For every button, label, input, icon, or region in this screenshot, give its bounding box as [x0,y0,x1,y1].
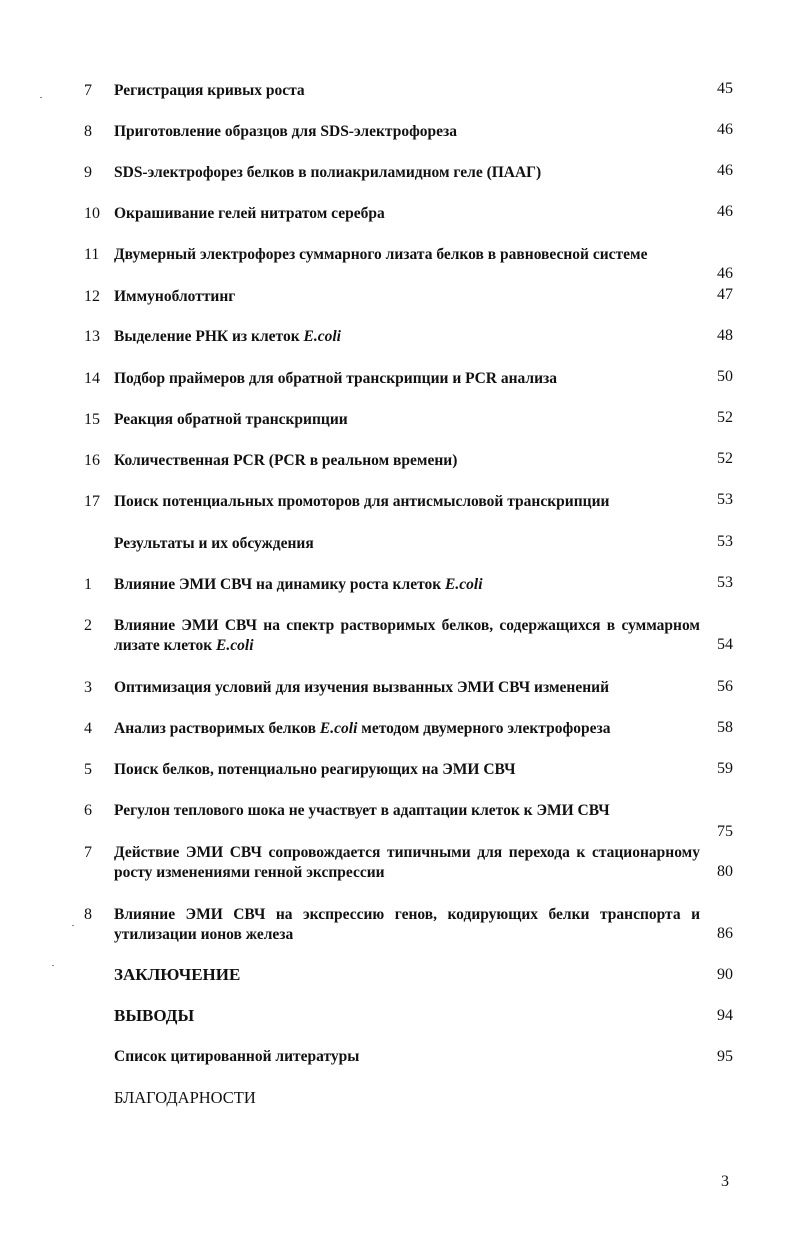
toc-entry-title: Оптимизация условий для изучения вызванных ЭМИ СВЧ изменений [114,679,610,696]
toc-entry-number: 4 [84,720,92,737]
scan-speck [52,965,54,966]
toc-entry-title: SDS-электрофорез белков в полиакриламидном геле (ПААГ) [114,164,542,181]
toc-entry-number: 17 [84,493,100,510]
toc-entry-page: 53 [717,533,733,550]
toc-entry-number: 8 [84,123,92,140]
toc-entry-title: Влияние ЭМИ СВЧ на динамику роста клеток E.coli [114,576,483,593]
references-heading: Список цитированной литературы [114,1048,360,1065]
toc-entry-page: 52 [717,450,733,467]
toc-entry-page: 95 [717,1048,733,1065]
toc-entry-page: 46 [717,121,733,138]
toc-entry-title: Влияние ЭМИ СВЧ на экспрессию генов, кодирующих белки транспорта и утилизации ионов железа [114,906,700,943]
toc-entry-title: Количественная PCR (PCR в реальном времени) [114,452,458,469]
toc-entry-page: 46 [717,203,733,220]
toc-entry-title: Двумерный электрофорез суммарного лизата белков в равновесной системе [114,246,648,263]
toc-entry-title: Поиск потенциальных промоторов для антисмысловой транскрипции [114,493,610,510]
toc-entry-number: 11 [84,246,100,263]
toc-entry-page: 54 [717,636,733,653]
toc-entry-number: 12 [84,288,100,305]
toc-entry-title: Регистрация кривых роста [114,82,305,99]
toc-entry-title: Поиск белков, потенциально реагирующих на ЭМИ СВЧ [114,761,516,778]
toc-entry-page: 47 [717,286,733,303]
toc-entry-number: 7 [84,82,92,99]
toc-entry-title: Действие ЭМИ СВЧ сопровождается типичными для перехода к стационарному росту изменениями генной экспрессии [114,844,700,881]
toc-entry-title: Влияние ЭМИ СВЧ на спектр растворимых белков, содержащихся в суммарном лизате клеток E.coli [114,617,700,654]
toc-entry-number: 10 [84,205,100,222]
toc-entry-page: 48 [717,327,733,344]
toc-entry-page: 90 [717,966,733,983]
toc-entry-number: 13 [84,328,100,345]
toc-entry-title: Окрашивание гелей нитратом серебра [114,205,385,222]
toc-entry-number: 14 [84,370,100,387]
toc-entry-number: 6 [84,802,92,819]
toc-entry-number: 9 [84,164,92,181]
toc-entry-page: 94 [717,1007,733,1024]
toc-entry-page: 53 [717,491,733,508]
toc-entry-title: Реакция обратной транскрипции [114,411,348,428]
toc-entry-page: 86 [717,925,733,942]
toc-entry-number: 5 [84,761,92,778]
toc-entry-title: Иммуноблоттинг [114,288,236,305]
toc-entry-number: 3 [84,679,92,696]
toc-entry-title: Анализ растворимых белков E.coli методом двумерного электрофореза [114,720,611,737]
toc-entry-title: Приготовление образцов для SDS-электрофореза [114,123,458,140]
toc-entry-page: 80 [717,863,733,880]
findings-heading: ВЫВОДЫ [114,1006,195,1025]
toc-entry-title: Регулон теплового шока не участвует в адаптации клеток к ЭМИ СВЧ [114,802,610,819]
toc-entry-page: 56 [717,678,733,695]
toc-entry-page: 59 [717,760,733,777]
toc-entry-number: 2 [84,617,92,634]
toc-entry-page: 46 [717,265,733,282]
toc-entry-number: 8 [84,906,92,923]
toc-entry-title: Выделение РНК из клеток E.coli [114,328,341,345]
toc-entry-number: 15 [84,411,100,428]
toc-entry-title: Подбор праймеров для обратной транскрипции и PCR анализа [114,370,558,387]
toc-entry-page: 52 [717,409,733,426]
toc-entry-number: 16 [84,452,100,469]
toc-entry-number: 7 [84,844,92,861]
results-heading: Результаты и их обсуждения [114,535,314,552]
toc-entry-number: 1 [84,576,92,593]
scan-speck [40,97,42,98]
toc-entry-page: 53 [717,574,733,591]
conclusion-heading: ЗАКЛЮЧЕНИЕ [114,965,241,984]
toc-entry-page: 45 [717,80,733,97]
toc-entry-page: 50 [717,368,733,385]
page-number: 3 [721,1173,729,1190]
toc-entry-page: 75 [717,823,733,840]
toc-entry-page: 46 [717,162,733,179]
toc-entry-page: 58 [717,719,733,736]
scan-speck [72,925,74,926]
acknowledgements-heading: БЛАГОДАРНОСТИ [114,1088,256,1107]
